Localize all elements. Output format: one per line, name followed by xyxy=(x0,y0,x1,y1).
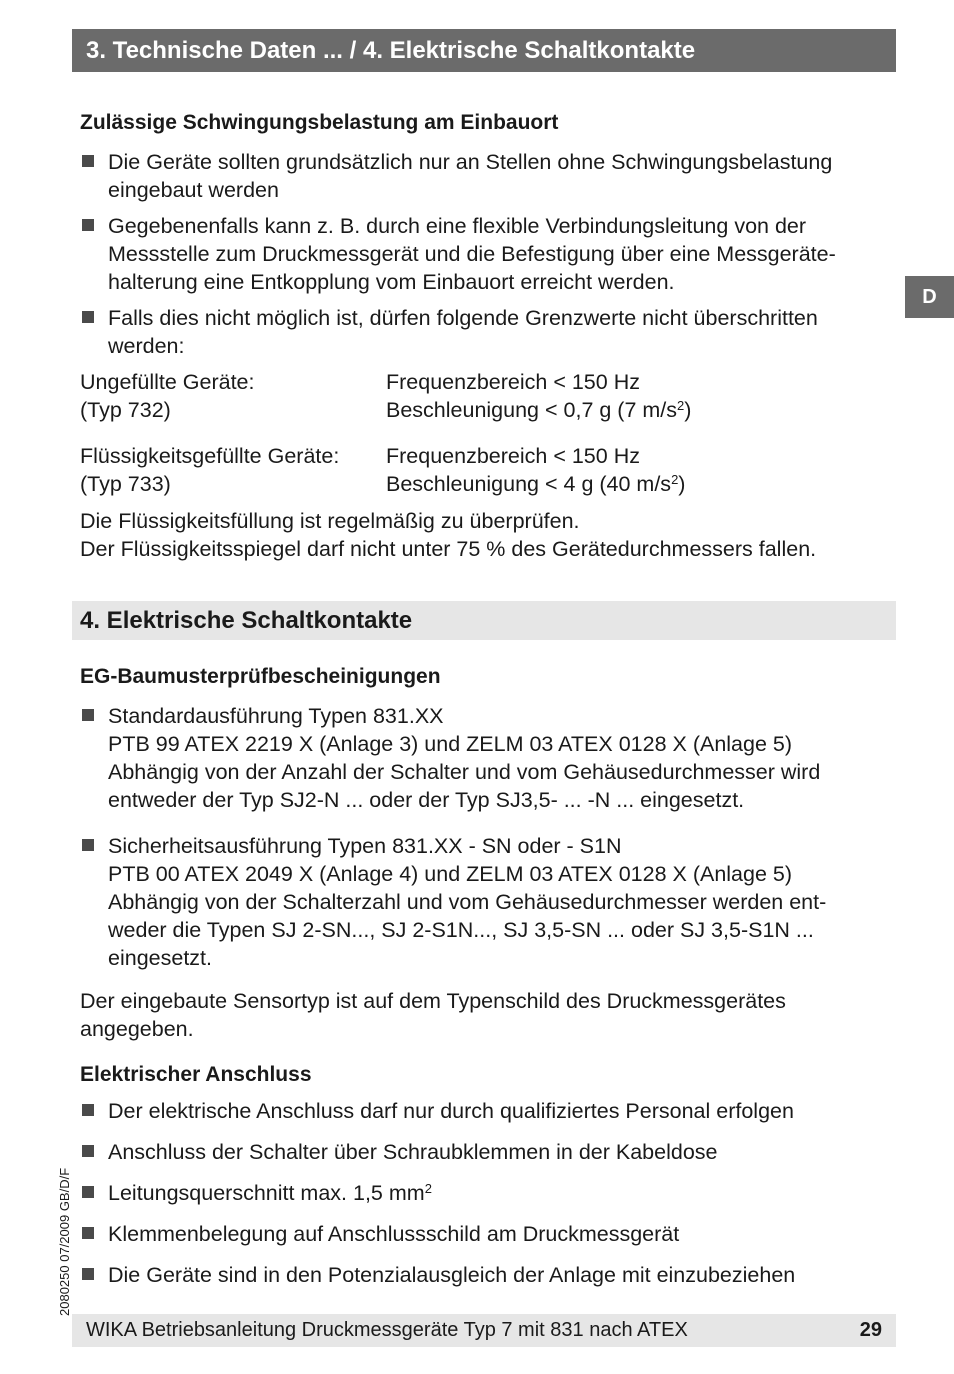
page-footer xyxy=(72,1314,896,1347)
spec-row xyxy=(80,396,896,424)
list-item-line: Messstelle zum Druckmessgerät und die Befestigung über eine Messgeräte- xyxy=(108,242,836,266)
language-tab xyxy=(905,276,954,318)
list-item-line: Sicherheitsausführung Typen 831.XX - SN oder - S1N xyxy=(108,834,622,858)
list-item-line: halterung eine Entkopplung vom Einbauort erreicht werden. xyxy=(108,270,675,294)
list-item xyxy=(80,1220,896,1248)
note-line: Der Flüssigkeitsspiegel darf nicht unter 75 % des Gerätedurchmessers fallen. xyxy=(80,537,817,561)
spec-value-text: ) xyxy=(684,398,692,422)
list-item-line: eingebaut werden xyxy=(108,178,279,202)
certificates-list xyxy=(80,702,896,972)
superscript: 2 xyxy=(677,398,685,413)
list-item-line: Abhängig von der Schalterzahl und vom Gehäusedurchmesser werden ent- xyxy=(108,890,827,914)
spec-value-text: Beschleunigung < 4 g (40 m/s xyxy=(386,472,672,496)
list-item-text: Die Geräte sind in den Potenzialausgleich der Anlage mit einzubeziehen xyxy=(108,1263,796,1287)
list-item-text: Anschluss der Schalter über Schraubklemmen in der Kabeldose xyxy=(108,1140,718,1164)
spec-block-unfilled xyxy=(80,368,896,424)
footer-text: WIKA Betriebsanleitung Druckmessgeräte Typ 7 mit 831 nach ATEX xyxy=(86,1319,688,1341)
list-item-line: PTB 99 ATEX 2219 X (Anlage 3) und ZELM 03 ATEX 0128 X (Anlage 5) xyxy=(108,732,793,756)
spec-value: Frequenzbereich < 150 Hz xyxy=(386,444,640,468)
list-item-line: Standardausführung Typen 831.XX xyxy=(108,704,444,728)
list-item-line: eingesetzt. xyxy=(108,946,212,970)
list-item-text: Der elektrische Anschluss darf nur durch qualifiziertes Personal erfolgen xyxy=(108,1099,794,1123)
spec-row xyxy=(80,368,896,396)
list-item xyxy=(80,1097,896,1125)
connection-heading: Elektrischer Anschluss xyxy=(80,1063,312,1086)
section-title: 4. Elektrische Schaltkontakte xyxy=(80,607,413,634)
list-item-line: Die Geräte sollten grundsätzlich nur an Stellen ohne Schwingungsbelastung xyxy=(108,150,833,174)
superscript: 2 xyxy=(671,472,679,487)
list-item-text: Klemmenbelegung auf Anschlussschild am Druckmessgerät xyxy=(108,1222,680,1246)
spec-value xyxy=(386,470,685,498)
document-code: 2080250 07/2009 GB/D/F xyxy=(57,1167,72,1316)
page-number: 29 xyxy=(859,1319,882,1341)
spec-value-text: Beschleunigung < 0,7 g (7 m/s xyxy=(386,398,678,422)
spec-label: (Typ 732) xyxy=(80,398,171,422)
note-line: Der eingebaute Sensortyp ist auf dem Typenschild des Druckmessgerätes xyxy=(80,989,786,1013)
list-item-line: Falls dies nicht möglich ist, dürfen folgende Grenzwerte nicht überschritten xyxy=(108,306,818,330)
list-item-line: weder die Typen SJ 2-SN..., SJ 2-S1N..., SJ 3,5-SN ... oder SJ 3,5-S1N ... xyxy=(108,918,814,942)
connection-list xyxy=(80,1097,896,1289)
certificates-heading: EG-Baumusterprüfbescheinigungen xyxy=(80,665,441,688)
spec-row xyxy=(80,442,896,470)
list-item xyxy=(80,212,896,296)
list-item xyxy=(80,1138,896,1166)
vibration-list xyxy=(80,148,896,360)
vibration-heading: Zulässige Schwingungsbelastung am Einbauort xyxy=(80,111,559,134)
spec-label: Ungefüllte Geräte: xyxy=(80,370,255,394)
page-header-bar xyxy=(72,29,896,72)
sensor-note xyxy=(80,987,896,1043)
spec-value xyxy=(386,396,691,424)
list-item xyxy=(80,1261,896,1289)
list-item-line: entweder der Typ SJ2-N ... oder der Typ SJ3,5- ... -N ... eingesetzt. xyxy=(108,788,745,812)
list-item xyxy=(80,148,896,204)
spec-value-text: ) xyxy=(678,472,686,496)
list-item-line: Gegebenenfalls kann z. B. durch eine flexible Verbindungsleitung von der xyxy=(108,214,807,238)
spec-block-filled xyxy=(80,442,896,498)
language-tab-label: D xyxy=(922,286,937,308)
page-content xyxy=(80,108,896,1289)
list-item xyxy=(80,702,896,814)
list-item xyxy=(80,1179,896,1207)
list-item xyxy=(80,304,896,360)
note-line: angegeben. xyxy=(80,1017,194,1041)
spec-row xyxy=(80,470,896,498)
spec-value: Frequenzbereich < 150 Hz xyxy=(386,370,640,394)
superscript: 2 xyxy=(424,1181,432,1196)
spec-label: Flüssigkeitsgefüllte Geräte: xyxy=(80,444,340,468)
section-4-title-bar xyxy=(72,601,896,640)
list-item-line: PTB 00 ATEX 2049 X (Anlage 4) und ZELM 03 ATEX 0128 X (Anlage 5) xyxy=(108,862,793,886)
list-item-line: werden: xyxy=(108,334,185,358)
list-item xyxy=(80,832,896,972)
fill-notes xyxy=(80,507,896,563)
list-item-text: Leitungsquerschnitt max. 1,5 mm xyxy=(108,1181,425,1205)
list-item-line: Abhängig von der Anzahl der Schalter und vom Gehäusedurchmesser wird xyxy=(108,760,821,784)
spec-label: (Typ 733) xyxy=(80,472,171,496)
page-header-title: 3. Technische Daten ... / 4. Elektrische Schaltkontakte xyxy=(86,37,696,64)
note-line: Die Flüssigkeitsfüllung ist regelmäßig zu überprüfen. xyxy=(80,509,580,533)
